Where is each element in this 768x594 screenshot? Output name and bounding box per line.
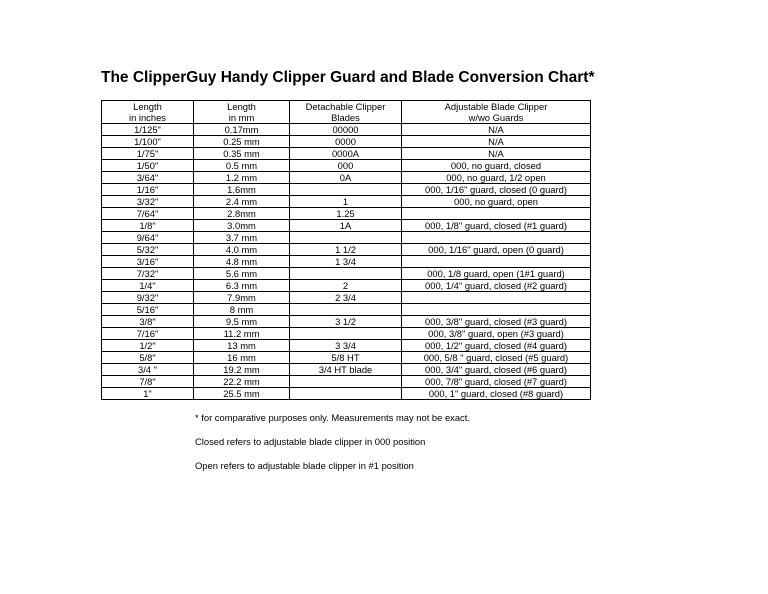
cell-length-inches: 5/32" <box>102 244 194 256</box>
table-row <box>102 136 591 148</box>
header-adjustable-clipper <box>402 101 591 124</box>
footnotes <box>195 412 470 484</box>
cell-length-mm: 0.17mm <box>194 124 290 136</box>
cell-adjustable-setting <box>402 304 591 316</box>
cell-detachable-blade: 3/4 HT blade <box>290 364 402 376</box>
cell-detachable-blade: 5/8 HT <box>290 352 402 364</box>
cell-length-mm: 2.4 mm <box>194 196 290 208</box>
table-row <box>102 316 591 328</box>
cell-detachable-blade: 0000A <box>290 148 402 160</box>
cell-length-mm: 1.6mm <box>194 184 290 196</box>
cell-length-inches: 3/64" <box>102 172 194 184</box>
cell-adjustable-setting: N/A <box>402 136 591 148</box>
footnote-comparative: * for comparative purposes only. Measurements may not be exact. <box>195 412 470 423</box>
cell-length-inches: 7/64" <box>102 208 194 220</box>
header-length-mm <box>194 101 290 124</box>
cell-detachable-blade: 0A <box>290 172 402 184</box>
cell-detachable-blade <box>290 388 402 400</box>
cell-adjustable-setting: 000, 1" guard, closed (#8 guard) <box>402 388 591 400</box>
cell-detachable-blade <box>290 268 402 280</box>
footnote-closed-definition: Closed refers to adjustable blade clipper in 000 position <box>195 436 426 447</box>
table-row <box>102 280 591 292</box>
cell-length-inches: 1/16" <box>102 184 194 196</box>
header-line: Length <box>133 101 162 112</box>
cell-length-mm: 19.2 mm <box>194 364 290 376</box>
table-row <box>102 256 591 268</box>
cell-length-inches: 1/125" <box>102 124 194 136</box>
header-line: Length <box>227 101 256 112</box>
cell-length-mm: 0.25 mm <box>194 136 290 148</box>
cell-adjustable-setting: 000, 1/8 guard, open (1#1 guard) <box>402 268 591 280</box>
cell-length-mm: 4.8 mm <box>194 256 290 268</box>
cell-adjustable-setting <box>402 208 591 220</box>
table-row <box>102 196 591 208</box>
table-row <box>102 220 591 232</box>
cell-detachable-blade <box>290 184 402 196</box>
cell-length-inches: 7/32" <box>102 268 194 280</box>
cell-length-mm: 6.3 mm <box>194 280 290 292</box>
cell-length-inches: 5/8" <box>102 352 194 364</box>
cell-length-mm: 3.7 mm <box>194 232 290 244</box>
cell-detachable-blade: 2 3/4 <box>290 292 402 304</box>
cell-adjustable-setting: 000, 1/8" guard, closed (#1 guard) <box>402 220 591 232</box>
cell-length-inches: 1/8" <box>102 220 194 232</box>
cell-detachable-blade: 1 1/2 <box>290 244 402 256</box>
table-row <box>102 124 591 136</box>
cell-adjustable-setting: 000, 1/4" guard, closed (#2 guard) <box>402 280 591 292</box>
cell-length-inches: 1/4" <box>102 280 194 292</box>
cell-detachable-blade <box>290 232 402 244</box>
cell-length-mm: 7.9mm <box>194 292 290 304</box>
cell-detachable-blade: 2 <box>290 280 402 292</box>
cell-adjustable-setting: 000, 1/16" guard, open (0 guard) <box>402 244 591 256</box>
cell-adjustable-setting: 000, 3/4" guard, closed (#6 guard) <box>402 364 591 376</box>
cell-length-mm: 8 mm <box>194 304 290 316</box>
cell-detachable-blade: 00000 <box>290 124 402 136</box>
cell-adjustable-setting: 000, no guard, closed <box>402 160 591 172</box>
cell-detachable-blade: 0000 <box>290 136 402 148</box>
cell-adjustable-setting: 000, 3/8" guard, closed (#3 guard) <box>402 316 591 328</box>
cell-length-inches: 7/16" <box>102 328 194 340</box>
header-line: w/wo Guards <box>468 112 524 123</box>
table-row <box>102 184 591 196</box>
cell-length-inches: 1/75" <box>102 148 194 160</box>
cell-detachable-blade: 1A <box>290 220 402 232</box>
table-row <box>102 244 591 256</box>
cell-length-mm: 1.2 mm <box>194 172 290 184</box>
cell-adjustable-setting: 000, 1/16" guard, closed (0 guard) <box>402 184 591 196</box>
cell-adjustable-setting: 000, 3/8" guard, open (#3 guard) <box>402 328 591 340</box>
table-row <box>102 304 591 316</box>
table-row <box>102 340 591 352</box>
cell-detachable-blade: 1 <box>290 196 402 208</box>
table-row <box>102 208 591 220</box>
table-row <box>102 352 591 364</box>
cell-length-mm: 9.5 mm <box>194 316 290 328</box>
table-row <box>102 376 591 388</box>
cell-length-inches: 1" <box>102 388 194 400</box>
table-body <box>102 124 591 400</box>
cell-length-inches: 3/16" <box>102 256 194 268</box>
cell-length-inches: 5/16" <box>102 304 194 316</box>
chart-title: The ClipperGuy Handy Clipper Guard and Blade Conversion Chart* <box>101 69 595 86</box>
cell-length-mm: 0.5 mm <box>194 160 290 172</box>
cell-length-mm: 0.35 mm <box>194 148 290 160</box>
cell-detachable-blade <box>290 376 402 388</box>
cell-detachable-blade: 000 <box>290 160 402 172</box>
cell-length-mm: 4.0 mm <box>194 244 290 256</box>
header-line: in inches <box>128 112 166 123</box>
cell-length-inches: 7/8" <box>102 376 194 388</box>
cell-length-mm: 11.2 mm <box>194 328 290 340</box>
cell-detachable-blade <box>290 304 402 316</box>
cell-length-inches: 3/32" <box>102 196 194 208</box>
cell-length-inches: 3/4 " <box>102 364 194 376</box>
header-detachable-blades <box>290 101 402 124</box>
cell-length-inches: 1/100" <box>102 136 194 148</box>
cell-adjustable-setting <box>402 232 591 244</box>
cell-adjustable-setting: 000, 7/8" guard, closed (#7 guard) <box>402 376 591 388</box>
cell-length-mm: 13 mm <box>194 340 290 352</box>
table-row <box>102 160 591 172</box>
cell-length-inches: 1/50" <box>102 160 194 172</box>
conversion-table <box>101 100 591 400</box>
cell-adjustable-setting <box>402 292 591 304</box>
header-line: Detachable Clipper <box>305 101 386 112</box>
header-length-inches <box>102 101 194 124</box>
cell-adjustable-setting: 000, 1/2" guard, closed (#4 guard) <box>402 340 591 352</box>
cell-adjustable-setting <box>402 256 591 268</box>
header-line: Blades <box>331 112 360 123</box>
footnote-open-definition: Open refers to adjustable blade clipper in #1 position <box>195 460 414 471</box>
table-header-row <box>102 101 591 124</box>
cell-adjustable-setting: 000, no guard, open <box>402 196 591 208</box>
cell-adjustable-setting: 000, 5/8 " guard, closed (#5 guard) <box>402 352 591 364</box>
table-row <box>102 388 591 400</box>
cell-length-mm: 5.6 mm <box>194 268 290 280</box>
cell-length-inches: 3/8" <box>102 316 194 328</box>
cell-length-mm: 2.8mm <box>194 208 290 220</box>
cell-detachable-blade: 1.25 <box>290 208 402 220</box>
table-row <box>102 172 591 184</box>
cell-adjustable-setting: N/A <box>402 124 591 136</box>
cell-adjustable-setting: 000, no guard, 1/2 open <box>402 172 591 184</box>
table-row <box>102 292 591 304</box>
table-row <box>102 148 591 160</box>
table-row <box>102 232 591 244</box>
cell-length-inches: 9/64" <box>102 232 194 244</box>
cell-detachable-blade: 3 1/2 <box>290 316 402 328</box>
cell-length-inches: 9/32" <box>102 292 194 304</box>
cell-detachable-blade <box>290 328 402 340</box>
cell-length-mm: 25.5 mm <box>194 388 290 400</box>
cell-detachable-blade: 1 3/4 <box>290 256 402 268</box>
table-row <box>102 364 591 376</box>
table-row <box>102 328 591 340</box>
header-line: Adjustable Blade Clipper <box>444 101 548 112</box>
cell-length-mm: 3.0mm <box>194 220 290 232</box>
cell-length-inches: 1/2" <box>102 340 194 352</box>
header-line: in mm <box>228 112 255 123</box>
cell-detachable-blade: 3 3/4 <box>290 340 402 352</box>
cell-adjustable-setting: N/A <box>402 148 591 160</box>
cell-length-mm: 22.2 mm <box>194 376 290 388</box>
cell-length-mm: 16 mm <box>194 352 290 364</box>
table-row <box>102 268 591 280</box>
